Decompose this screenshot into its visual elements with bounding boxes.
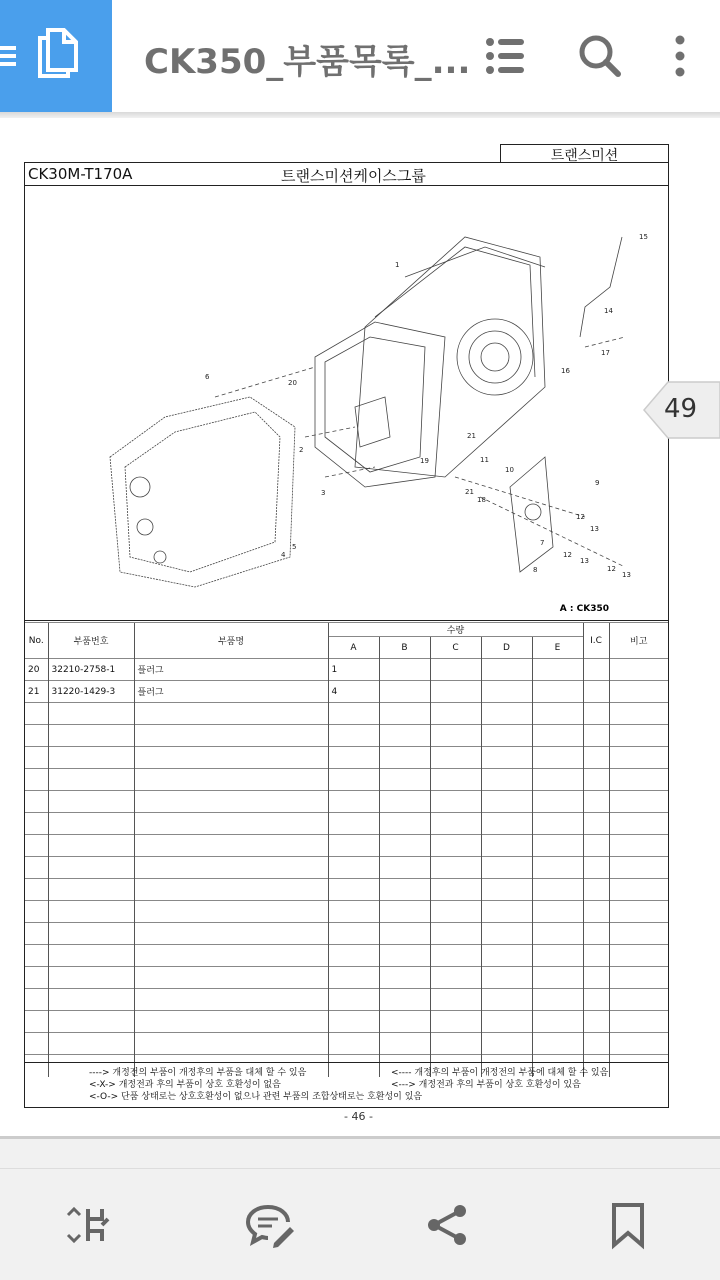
row-no: 21 <box>25 681 48 703</box>
col-d: D <box>481 637 532 659</box>
svg-text:12: 12 <box>576 513 585 521</box>
bottom-toolbar <box>0 1168 720 1280</box>
page-indicator[interactable] <box>640 380 720 440</box>
comment-icon[interactable] <box>244 1199 296 1251</box>
table-row <box>25 857 668 879</box>
svg-text:17: 17 <box>601 349 610 357</box>
svg-text:13: 13 <box>590 525 599 533</box>
applicability-label: A : CK350 <box>559 604 609 614</box>
svg-text:15: 15 <box>639 233 648 241</box>
svg-text:3: 3 <box>321 489 326 497</box>
table-row <box>25 813 668 835</box>
col-part-name: 부품명 <box>134 623 328 659</box>
table-row <box>25 989 668 1011</box>
svg-text:21: 21 <box>467 432 476 440</box>
sheet-header <box>25 163 668 186</box>
legend <box>25 1062 668 1107</box>
svg-text:12: 12 <box>563 551 572 559</box>
col-e: E <box>532 637 583 659</box>
page-navigation-icon[interactable] <box>62 1199 114 1251</box>
col-ic: I.C <box>583 623 609 659</box>
svg-text:11: 11 <box>480 456 489 464</box>
transmission-case-drawing <box>25 187 668 621</box>
share-icon[interactable] <box>422 1199 474 1251</box>
table-row <box>25 725 668 747</box>
col-a: A <box>328 637 379 659</box>
table-row <box>25 835 668 857</box>
svg-text:6: 6 <box>205 373 210 381</box>
table-row <box>25 901 668 923</box>
model-code: CK30M-T170A <box>28 165 133 183</box>
page-number: - 46 - <box>344 1110 373 1123</box>
legend-line-2: <-X-> 개정전과 후의 부품이 상호 호환성이 없음 <box>89 1080 281 1090</box>
row-part-no: 32210-2758-1 <box>48 659 134 681</box>
svg-text:13: 13 <box>622 571 631 579</box>
svg-text:5: 5 <box>292 543 297 551</box>
svg-text:7: 7 <box>540 539 545 547</box>
svg-text:20: 20 <box>288 379 297 387</box>
parts-table <box>25 622 668 1077</box>
svg-text:14: 14 <box>604 307 613 315</box>
table-row <box>25 703 668 725</box>
svg-text:9: 9 <box>595 479 600 487</box>
col-part-no: 부품번호 <box>48 623 134 659</box>
document-button[interactable] <box>0 0 112 112</box>
row-qty-a: 4 <box>328 681 379 703</box>
svg-text:19: 19 <box>420 457 429 465</box>
app-bar <box>0 0 720 112</box>
table-row <box>25 747 668 769</box>
table-row <box>25 769 668 791</box>
svg-text:10: 10 <box>505 466 514 474</box>
svg-text:13: 13 <box>580 557 589 565</box>
legend-line-4: <---- 개정후의 부품이 개정전의 부품에 대체 할 수 있음 <box>391 1068 609 1078</box>
col-qty: 수량 <box>328 623 583 637</box>
svg-text:8: 8 <box>533 566 538 574</box>
more-options-icon[interactable] <box>654 30 706 82</box>
svg-text:4: 4 <box>281 551 286 559</box>
svg-text:1: 1 <box>395 261 400 269</box>
col-remark: 비고 <box>609 623 668 659</box>
row-name: 플러그 <box>134 681 328 703</box>
legend-line-1: ----> 개정전의 부품이 개정후의 부품을 대체 할 수 있음 <box>89 1068 307 1078</box>
table-row <box>25 681 668 703</box>
table-row <box>25 945 668 967</box>
legend-line-3: <-O-> 단품 상태로는 상호호환성이 없으나 관련 부품의 조합상태로는 호환성이 있음 <box>89 1092 423 1102</box>
table-row <box>25 1033 668 1055</box>
table-row <box>25 967 668 989</box>
table-row <box>25 791 668 813</box>
search-icon[interactable] <box>574 30 626 82</box>
current-page: 49 <box>664 394 698 424</box>
page-separator <box>0 1136 720 1139</box>
svg-text:18: 18 <box>477 496 486 504</box>
pdf-page[interactable] <box>0 118 720 1136</box>
document-icon <box>0 0 112 112</box>
col-no: No. <box>25 623 48 659</box>
table-row <box>25 879 668 901</box>
table-row <box>25 1011 668 1033</box>
row-name: 플러그 <box>134 659 328 681</box>
category-label: 트랜스미션 <box>500 144 669 163</box>
bookmark-icon[interactable] <box>602 1199 654 1251</box>
col-c: C <box>430 637 481 659</box>
table-row <box>25 923 668 945</box>
svg-text:21: 21 <box>465 488 474 496</box>
svg-text:2: 2 <box>299 446 304 454</box>
svg-text:12: 12 <box>607 565 616 573</box>
parts-sheet <box>24 162 669 1108</box>
row-qty-a: 1 <box>328 659 379 681</box>
exploded-diagram <box>25 187 668 621</box>
document-title: CK350_부품목록_... <box>144 42 471 82</box>
group-title: 트랜스미션케이스그룹 <box>281 167 426 185</box>
row-no: 20 <box>25 659 48 681</box>
svg-text:16: 16 <box>561 367 570 375</box>
row-part-no: 31220-1429-3 <box>48 681 134 703</box>
col-b: B <box>379 637 430 659</box>
list-icon[interactable] <box>480 30 532 82</box>
table-row <box>25 659 668 681</box>
legend-line-5: <---> 개정전과 후의 부품이 상호 호환성이 있음 <box>391 1080 581 1090</box>
